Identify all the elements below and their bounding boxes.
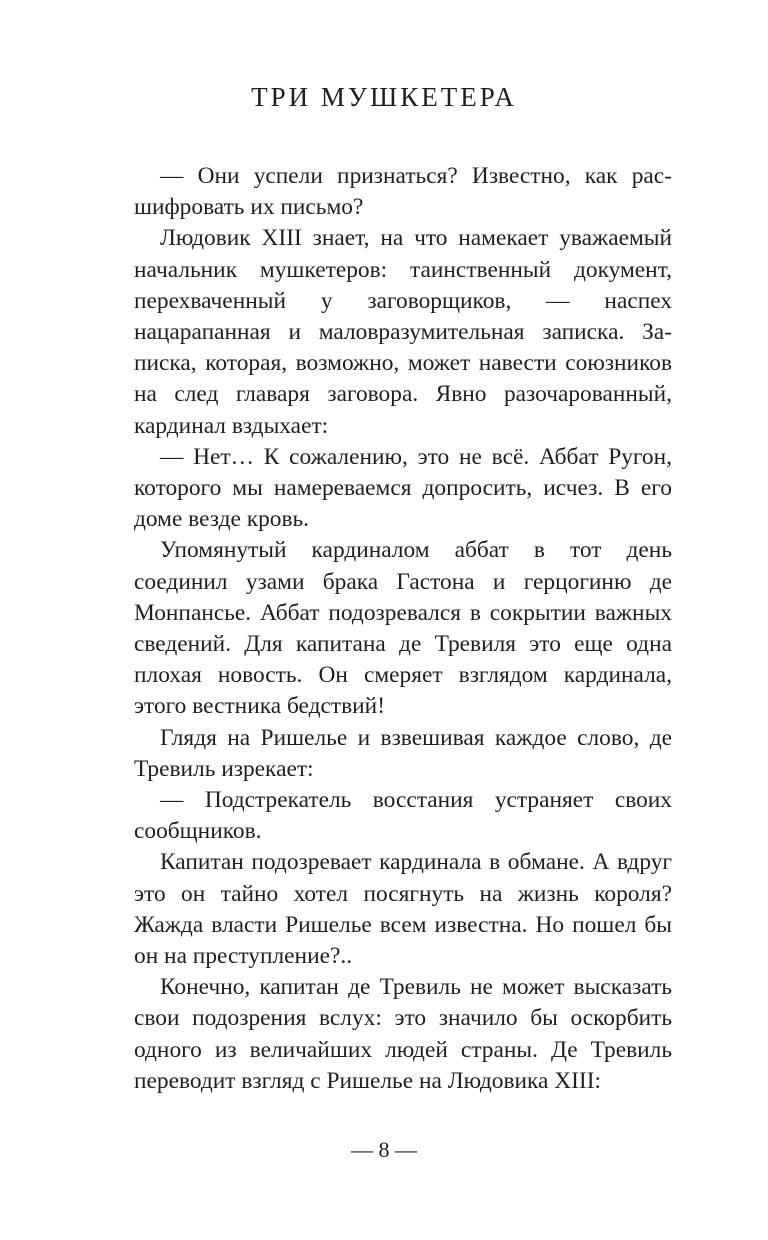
- paragraph: Упомянутый кардиналом аббат в тот день соединил узами брака Гастона и герцогиню де Монпансье. Аббат подозревался в сокрытии важных сведений. Для капитана де Тревиля это еще одна плохая новость. Он смеряет взглядом кардинала, этого вестника бедствий!: [134, 537, 672, 720]
- paragraph: Капитан подозревает кардинала в обмане. А вдруг это он тайно хотел посягнуть на жизнь короля? Жажда власти Ришелье всем известна. Но пошел бы он на преступление?..: [134, 849, 672, 970]
- paragraph: — Они успели признаться? Известно, как расшифровать их письмо?: [134, 163, 672, 221]
- paragraph: Людовик XIII знает, на что намекает уважаемый начальник мушкетеров: таинственный документ, перехваченный у заговорщиков, — наспех нацарапанная и маловразумительная записка. Записка, которая, возможно, может навести союзников на след главаря заговора. Явно разочарованный, кардинал вздыхает:: [134, 225, 672, 439]
- running-title: ТРИ МУШКЕТЕРА: [251, 82, 517, 112]
- body-text: [134, 161, 672, 1097]
- paragraph: Конечно, капитан де Тревиль не может высказать свои подозрения вслух: это значило бы оскорбить одного из величайших людей страны. Де Тревиль переводит взгляд с Ришелье на Людовика XIII:: [134, 974, 672, 1094]
- page-number: — 8 —: [351, 1137, 417, 1162]
- paragraph: — Нет… К сожалению, это не всё. Аббат Ругон, которого мы намереваемся допросить, исчез. В его доме везде кровь.: [134, 443, 672, 533]
- paragraph: — Подстрекатель восстания устраняет своих сообщников.: [134, 787, 672, 845]
- paragraph: Глядя на Ришелье и взвешивая каждое слово, де Тревиль изрекает:: [134, 724, 672, 782]
